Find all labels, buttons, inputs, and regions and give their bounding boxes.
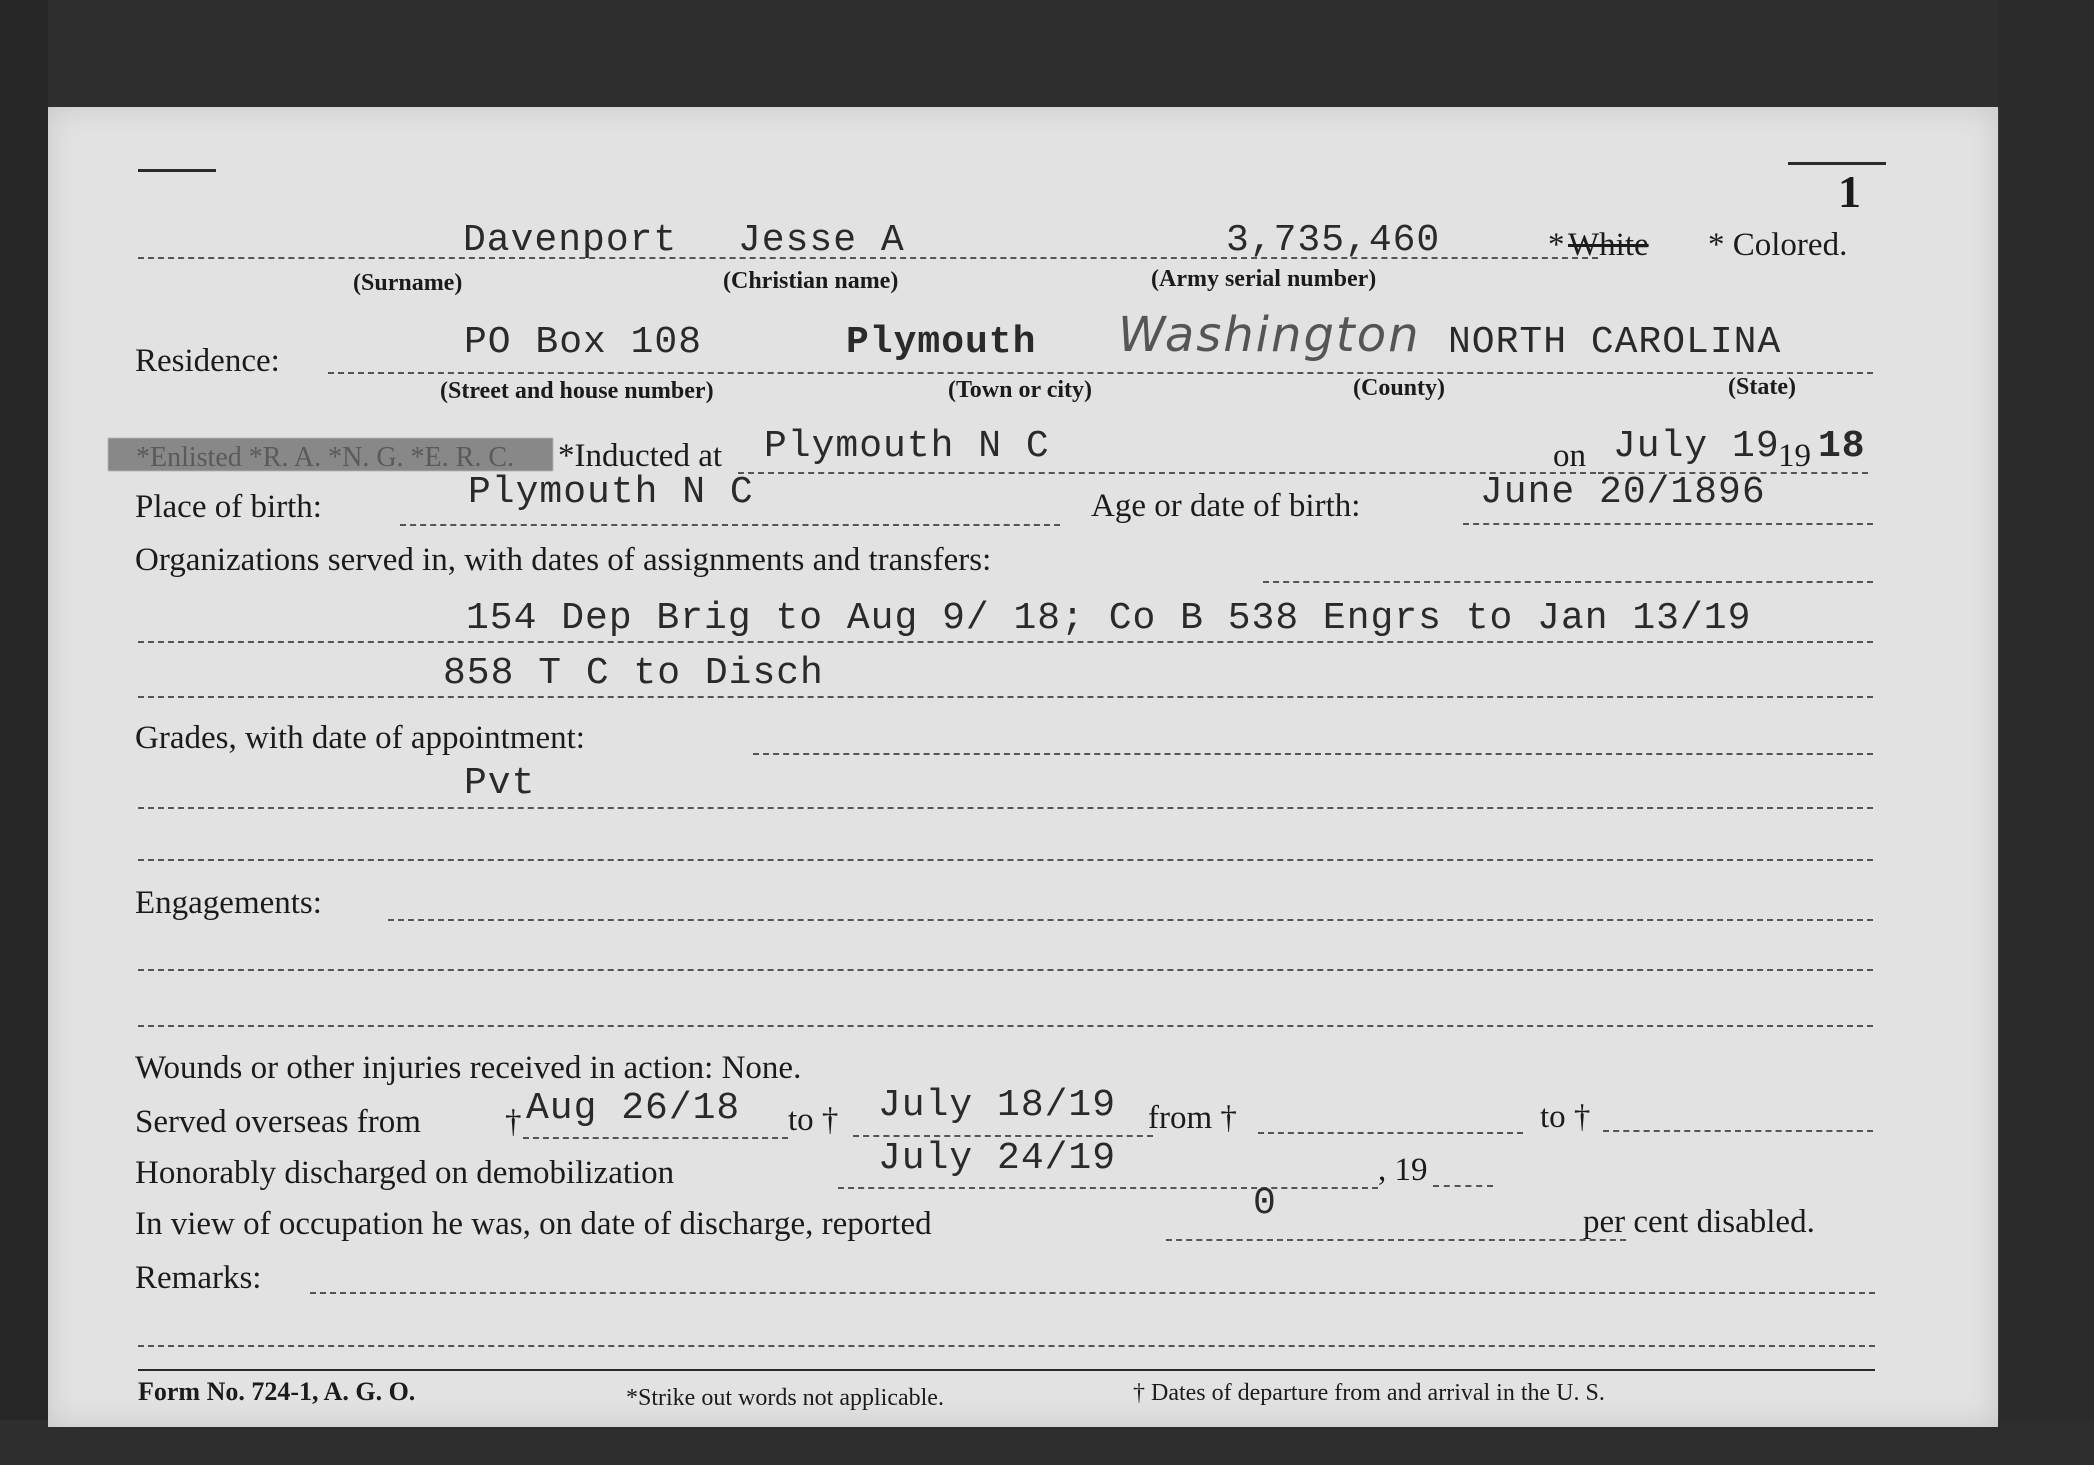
engagements-line-2: [138, 1025, 1873, 1027]
grades-line-1: [138, 807, 1873, 809]
discharge-year-suffix: , 19: [1378, 1152, 1428, 1188]
organizations-line-0: [1263, 581, 1873, 583]
caption-county: (County): [1353, 375, 1446, 401]
overseas-from2-label: from †: [1148, 1100, 1237, 1136]
disability-suffix: per cent disabled.: [1583, 1204, 1815, 1240]
white-option: White: [1568, 227, 1649, 263]
birth-place-label: Place of birth:: [135, 489, 322, 525]
caption-surname: (Surname): [353, 270, 463, 296]
discharge-date-value: July 24/19: [878, 1137, 1117, 1180]
disability-line: [1166, 1239, 1626, 1241]
caption-serial: (Army serial number): [1151, 266, 1377, 292]
organizations-line-1: [138, 641, 1873, 643]
town-value: Plymouth: [846, 321, 1037, 364]
card-number: 1: [1838, 166, 1861, 217]
engagements-line-0: [388, 919, 1873, 921]
colored-option: * Colored.: [1708, 227, 1848, 263]
footer-rule: [138, 1369, 1875, 1371]
form-number: Form No. 724-1, A. G. O.: [138, 1377, 416, 1406]
overseas-to2-label: to †: [1540, 1099, 1591, 1135]
background-top: [0, 0, 2094, 110]
overseas-to-value: July 18/19: [878, 1084, 1117, 1127]
footer-note-dates: † Dates of departure from and arrival in the U. S.: [1133, 1380, 1605, 1406]
caption-state: (State): [1728, 374, 1796, 400]
disability-label: In view of occupation he was, on date of discharge, reported: [135, 1206, 932, 1242]
age-label: Age or date of birth:: [1091, 488, 1361, 524]
overseas-from-value: Aug 26/18: [526, 1087, 741, 1130]
disability-value: 0: [1253, 1182, 1277, 1225]
wounds-label: Wounds or other injuries received in action: None.: [135, 1050, 802, 1086]
organizations-line2-value: 858 T C to Disch: [443, 652, 824, 695]
remarks-label: Remarks:: [135, 1260, 262, 1296]
overseas-to2-line: [1603, 1130, 1873, 1132]
top-right-rule: [1788, 162, 1886, 165]
enlisted-options: *Enlisted *R. A. *N. G. *E. R. C.: [136, 442, 515, 473]
overseas-from-line: [523, 1137, 788, 1139]
discharge-line: [838, 1187, 1378, 1189]
remarks-line-0: [310, 1292, 1875, 1294]
county-value: Washington: [1118, 307, 1421, 363]
top-left-rule: [138, 169, 216, 172]
grades-label: Grades, with date of appointment:: [135, 720, 585, 756]
residence-line: [328, 372, 1873, 374]
serial-value: 3,735,460: [1226, 219, 1441, 262]
caption-street: (Street and house number): [440, 378, 714, 404]
engagements-label: Engagements:: [135, 885, 322, 921]
organizations-line-2: [138, 696, 1873, 698]
year-prefix: 19: [1778, 438, 1811, 474]
discharge-label: Honorably discharged on demobilization: [135, 1155, 675, 1191]
remarks-line-1: [138, 1345, 1875, 1347]
age-line: [1463, 523, 1873, 525]
birth-place-line: [400, 524, 1060, 526]
inducted-place-value: Plymouth N C: [764, 425, 1050, 468]
background-left: [0, 0, 48, 1465]
overseas-dagger: †: [505, 1104, 522, 1140]
surname-value: Davenport: [463, 219, 678, 262]
street-value: PO Box 108: [464, 321, 703, 364]
grades-line-0: [753, 753, 1873, 755]
birth-place-value: Plymouth N C: [468, 471, 754, 514]
engagements-line-1: [138, 969, 1873, 971]
organizations-label: Organizations served in, with dates of assignments and transfers:: [135, 542, 992, 578]
caption-town: (Town or city): [948, 377, 1092, 403]
residence-label: Residence:: [135, 343, 280, 379]
on-label: on: [1553, 438, 1586, 474]
service-record-card: [48, 107, 1998, 1427]
footer-note-strike: *Strike out words not applicable.: [626, 1385, 944, 1411]
grade-value: Pvt: [464, 762, 536, 805]
overseas-from2-line: [1258, 1132, 1523, 1134]
white-star: *: [1548, 227, 1565, 263]
overseas-to-label: to †: [788, 1102, 839, 1138]
overseas-label: Served overseas from: [135, 1104, 421, 1140]
background-right: [1999, 0, 2094, 1465]
organizations-line1-value: 154 Dep Brig to Aug 9/ 18; Co B 538 Engrs to Jan 13/19: [466, 597, 1752, 640]
birth-date-value: June 20/1896: [1480, 471, 1766, 514]
inducted-line: [738, 472, 1596, 474]
inducted-label: *Inducted at: [558, 438, 723, 474]
induction-date-value: July 19: [1613, 425, 1780, 468]
caption-christian: (Christian name): [723, 268, 899, 294]
christian-name-value: Jesse A: [738, 219, 905, 262]
state-value: NORTH CAROLINA: [1448, 321, 1782, 364]
induction-year-value: 18: [1818, 425, 1866, 468]
discharge-year-line: [1433, 1185, 1493, 1187]
grades-line-2: [138, 859, 1873, 861]
